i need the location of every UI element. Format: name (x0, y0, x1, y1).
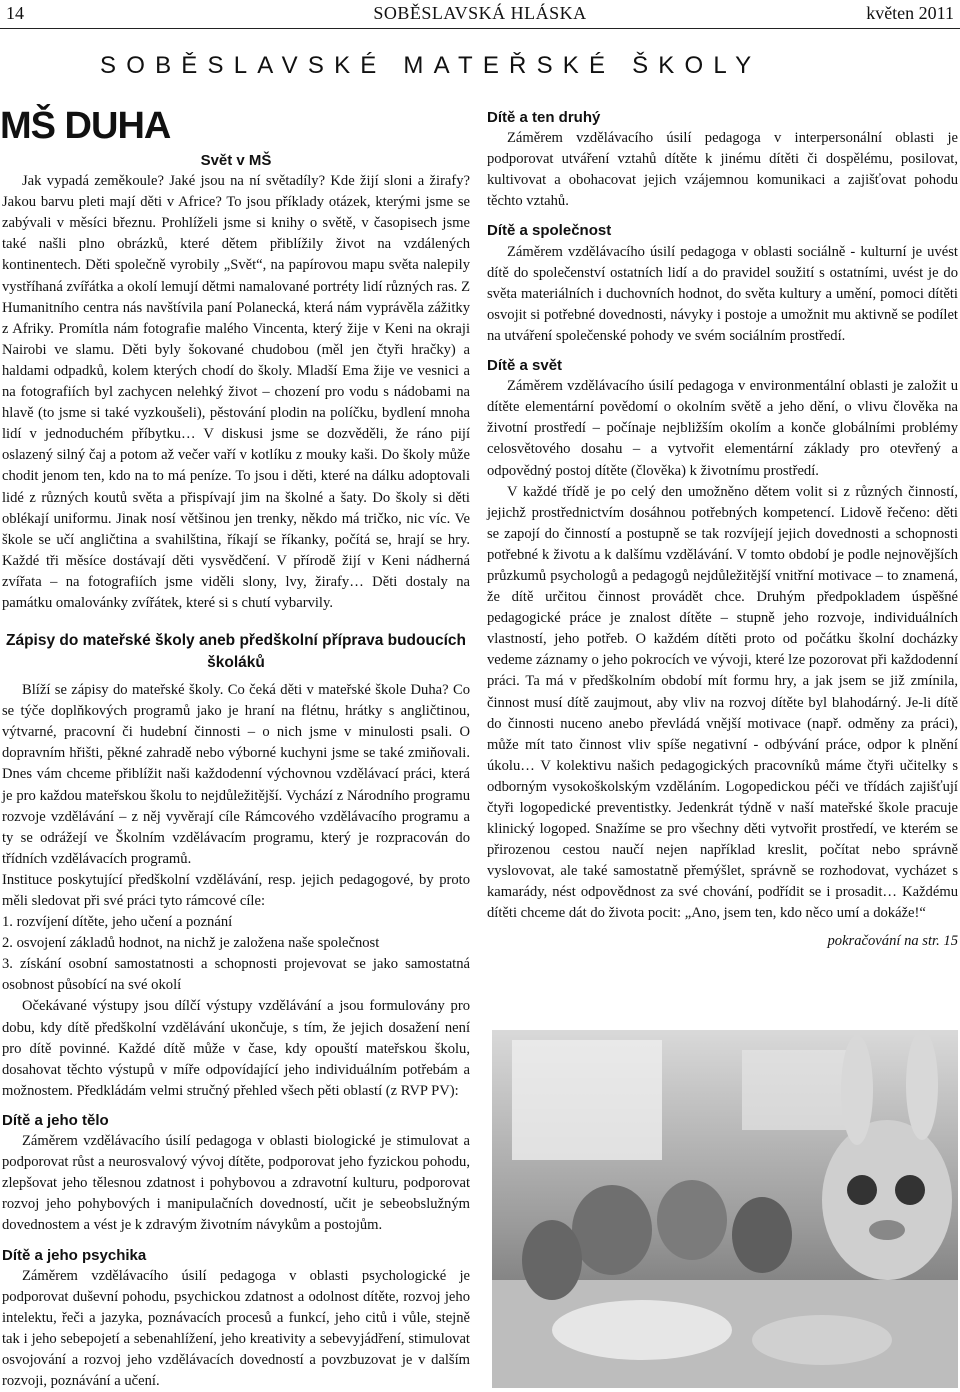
area-text: Záměrem vzdělávacího úsilí pedagoga v oblasti sociálně - kulturní je uvést dítě do společenství ostatních lidí a do pravidel soužití s ostatními, uvést je do světa materiálních i duchovních hodnot, do světa kultury a umění, pomoci dítěti osvojit si potřebné dovednosti, návyky i postoje a umožnit mu aktivně se podílet na utváření společenské pohody ve svém sociálním prostředí. (487, 243, 958, 344)
photo-illustration (492, 1030, 958, 1388)
article1-title: Svět v MŠ (200, 152, 272, 169)
goal-item: 1. rozvíjení dítěte, jeho učení a poznání (2, 914, 233, 931)
page-number: 14 (6, 3, 24, 23)
article2-closing: V každé třídě je po celý den umožněno dětem volit si z různých činností, jejichž prostřednictvím dosáhnou potřebných kompetencí. Lidově řečeno: děti se zapojí do činností a postupně se tak rozvíjejí jejich dovednosti a schopnosti potřebné k životu a k dalšímu vzdělávání. V tomto období je podle nejnovějších průzkumů psychologů a pedagogů nejdůležitější vnitřní motivace – to znamená, že dítě určitou činnost provádět chce. Druhým předpokladem úspěšné pedagogické práce je znalost dítěte – stupně jeho rozvoje, individuálních vlastností, jeho potřeb. O každém dítěti proto od počátku školní docházky vedeme záznamy o jeho pokrocích ve vývoji, které lze pozorovat při každodenní práci. Ta má v předškolním období mít formu hry, a jak jsem se již zmínila, činnost musí dítě zaujmout, aby vliv na rozvoj dítěte byl blahodárný. Je-li dítě do činnosti nuceno anebo převládá vnější motivace (např. odměny za práci), může mít tato činnost vliv spíše negativní - odbývání práce, odpor k plnění úkolu… V kolektivu našich pedagogických pracovníků máme čtyři učitelky s odborným vysokoškolským vzděláním. Logopedickou péči ve třídách zajišťují čtyři logopedické preventistky. Jedenkrát týdně v naší mateřské škole pracuje klinický logoped. Snažíme se pro všechny děti vytvořit prostředí, ve kterém se přirozenou cestou naučí nejen například kreslit, počítat nebo správně vyslovovat, ale také samostatně přemýšlet, správně se rozhodovat, vycházet s kamarády, nést odpovědnost za své chování, podřídit se i prosadit… Každému dítěti chceme dát do života pocit: „Ano, jsem ten, kdo něco umí a dokáže!“ (487, 483, 958, 922)
school-name: MŠ DUHA (0, 105, 171, 147)
left-column (2, 150, 470, 1392)
section-title: SOBĚSLAVSKÉ MATEŘSKÉ ŠKOLY (100, 52, 762, 79)
area-heading: Dítě a ten druhý (487, 109, 601, 126)
area-heading: Dítě a společnost (487, 222, 612, 240)
publication-title: SOBĚSLAVSKÁ HLÁSKA (373, 3, 587, 23)
continued-note: pokračování na str. 15 (827, 932, 958, 949)
class-photo (492, 1030, 958, 1388)
area-heading: Dítě a jeho tělo (2, 1111, 109, 1129)
area-heading: Dítě a jeho psychika (2, 1246, 147, 1264)
area-heading: Dítě a svět (487, 357, 563, 375)
article1-paragraph: Jak vypadá zeměkoule? Jaké jsou na ní světadíly? Kde žijí sloni a žirafy? Jakou barvu pleti mají děti v Africe? To jsou příklady otázek, kterými jsme se zabývali v měsíci březnu. Prohlíželi jsme si knihy o světě, v časopisech jsme také našli plno obrázků, které dětem přiblížily život na vzdálených kontinentech. Děti společně vyrobily „Svět“, na papírovou mapu světa nalepily vystříhaná zvířátka a okolí lemují dětmi namalované portréty lidí různých ras. Z Humanitního centra nás navštívila paní Polanecká, která nám vyprávěla zážitky z Afriky. Promítla nám fotografie malého Vincenta, který žije v Keni na okraji Nairobi ve slamu. Děti byly šokované chudobou (měl jen čtyři hračky) a haldami odpadků, kolem kterých chodí do školy. Mladší Ema žije ve vesnici a na fotografiích byl zachycen nelehký život – chození pro vodu s nádobami na hlavě (to jsme si také vyzkoušeli), pěstování plodin na políčku, bydlení mnoha lidí v jednoduchém příbytku… V diskusi jsme se dozvěděli, že ráno pijí oslazený silný čaj a potom až večer vaří v kotlíku z mouky kaši. Do školy může chodit jenom ten, kdo na to má peníze. To jsou i děti, které na dálku adoptovali lidé z různých koutů světa a přispívají jim na školné a šaty. Do školy si děti oblékají uniformu. Jinak nosí většinou jen trenky, někdo má tričko, nic víc. Ve škole se učí angličtina a svahilština, říkají se říkanky, počítá se, hrají se hry. Každé tři měsíce dostávají děti vysvědčení. V přírodě žijí v Keni nádherná zvířata – na fotografiích jsme viděli slony, lvy, žirafy… Děti dostaly na památku omalovánky zvířátek, které si s chutí vybarvily. (2, 173, 470, 611)
area-text: Záměrem vzdělávacího úsilí pedagoga v interpersonální oblasti je podporovat utváření vztahů dítěte k jinému dítěti či dospělému, posilovat, kultivovat a obohacovat jejich vzájemnou komunikaci a zajišťovat pohodu těchto vztahů. (487, 130, 958, 210)
area-text: Záměrem vzdělávacího úsilí pedagoga v oblasti psychologické je podporovat duševní pohodu, psychickou zdatnost a odolnost dítěte, rozvoj jeho intelektu, řeči a jazyka, poznávacích procesů a funkcí, jeho citů i vůle, stejně tak i jeho sebepojetí a sebenahlížení, jeho kreativity a sebevyjádření, stimulovat osvojování a rozvoj jeho vzdělávacích dovedností a povzbuzovat je v dalším rozvoji, poznávání a učení. (2, 1267, 470, 1390)
right-column (487, 99, 958, 952)
article2-title: Zápisy do mateřské školy aneb předškolní příprava budoucích školáků (6, 632, 466, 672)
article2-goals-intro: Instituce poskytující předškolní vzdělávání, resp. jejich pedagogové, by proto měli sledovat při své práci tyto rámcové cíle: (2, 871, 470, 909)
area-text: Záměrem vzdělávacího úsilí pedagoga v oblasti biologické je stimulovat a podporovat růst a neurosvalový vývoj dítěte, podporovat jeho fyzickou pohodu, zlepšovat jeho tělesnou zdatnost i pohybovou a zdravotní kulturu, podporovat rozvoj jeho pohybových i manipulačních dovedností, učit je sebeobslužným dovednostem a vést je k zdravým životním návykům a postojům. (2, 1133, 470, 1234)
article2-intro: Blíží se zápisy do mateřské školy. Co čeká děti v mateřské škole Duha? Co se týče doplňkových programů jako je hraní na flétnu, hrátky s angličtinou, výtvarné, pracovní či hudební činnosti – o nich jsme v minulosti psali. O dopravním hřišti, pěkné zahradě nebo výborné kuchyni jsme se také zmiňovali. Dnes vám chceme přiblížit naši každodenní výchovnou vzdělávací práci, která je pro každou mateřskou školu to nejdůležitější. Vychází z Národního programu rozvoje vzdělávání – z něj vyvěrají cíle Rámcového vzdělávacího programu a ty se odrážejí ve Školním vzdělávacím programu, který je rozpracován do třídních vzdělávacích programů. (2, 682, 470, 867)
goal-item: 2. osvojení základů hodnot, na nichž je založena naše společnost (2, 935, 380, 952)
page-header (0, 0, 960, 29)
area-text: Záměrem vzdělávacího úsilí pedagoga v environmentální oblasti je založit u dítěte elementární povědomí o okolním světě a jeho dění, o vlivu člověka na životní prostředí – počínaje nejbližším okolím a konče globálními problémy celosvětového dosahu – a vytvořit elementární základy pro otevřený a odpovědný postoj dítěte (člověka) k životnímu prostředí. (487, 378, 958, 479)
goal-item: 3. získání osobní samostatnosti a schopnosti projevovat se jako samostatná osobnost působící na své okolí (2, 956, 470, 994)
issue-date: květen 2011 (866, 3, 954, 23)
article2-outputs: Očekávané výstupy jsou dílčí výstupy vzdělávání a jsou formulovány pro dobu, kdy dítě předškolní vzdělávání ukončuje, s tím, že jejich dosažení není pro dítě povinné. Každé dítě může v čase, kdy opouští mateřskou školu, dosahovat těchto výstupů v míře odpovídající jeho individuálním potřebám a možnostem. Předkládám velmi stručný přehled všech pěti oblastí (z RVP PV): (2, 998, 470, 1099)
